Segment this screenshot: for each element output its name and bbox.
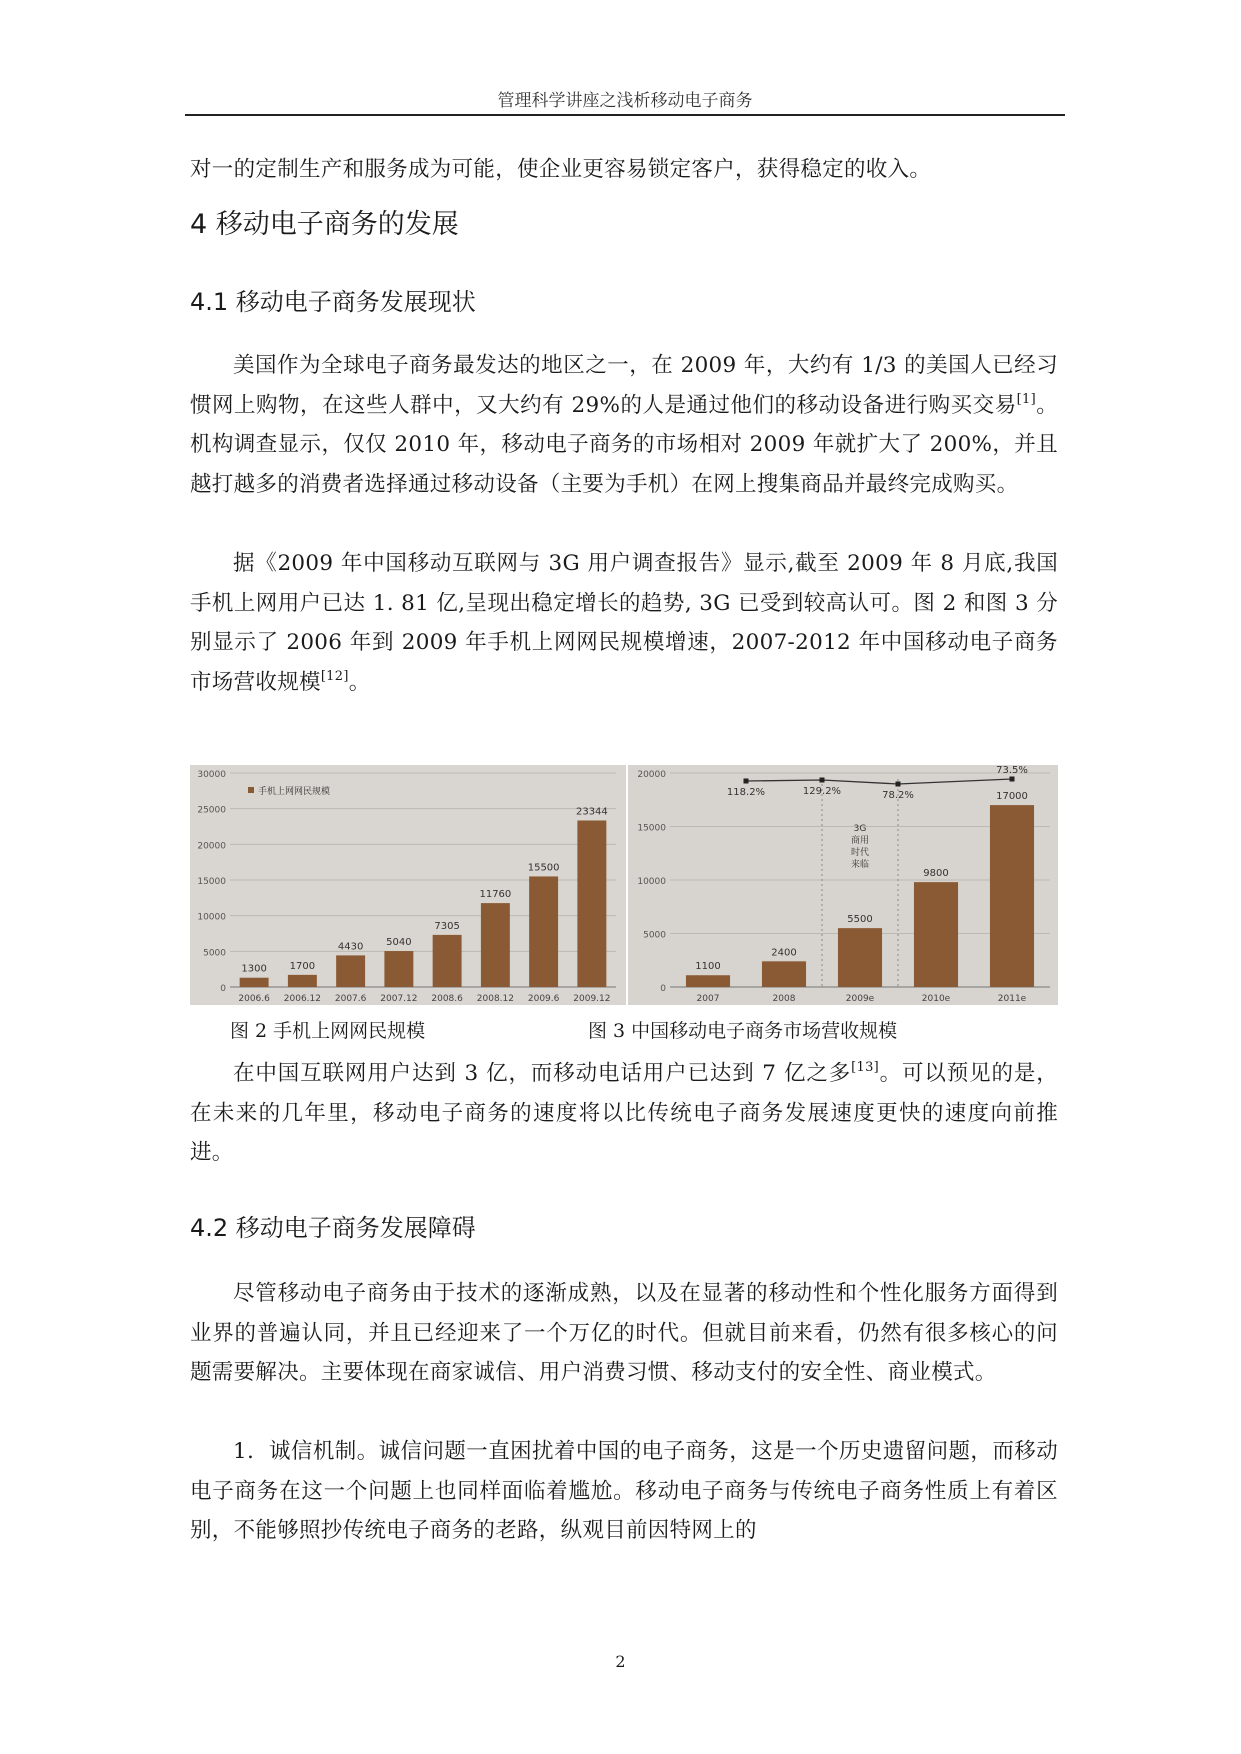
paragraph: 1．诚信机制。诚信问题一直困扰着中国的电子商务，这是一个历史遗留问题，而移动电子商务在这一个问题上也同样面临着尴尬。移动电子商务与传统电子商务性质上有着区别，不能够照抄传统电子商务的老路，纵观目前因特网上的	[190, 1439, 1058, 1543]
x-tick-label: 2010e	[921, 994, 951, 1004]
bar-value-label: 4430	[337, 941, 364, 953]
paragraph-text: 在中国互联网用户达到 3 亿，而移动电话用户已达到 7 亿之多	[233, 1061, 852, 1086]
paragraph	[190, 346, 1058, 504]
paragraph-text: 据《2009 年中国移动互联网与 3G 用户调查报告》显示,截至 2009 年 8 月底,我国手机上网用户已达 1. 81 亿,呈现出稳定增长的趋势, 3G 已受到较高认可。图 2 和图 3 分别显示了 2006 年到 2009 年手机上网网民规模增速，2007-2012 年中国移动电子商务市场营收规模	[190, 551, 1058, 695]
growth-point	[1010, 777, 1015, 782]
legend-label: 手机上网网民规模	[258, 787, 331, 797]
page-header: 管理科学讲座之浅析移动电子商务	[497, 91, 753, 111]
y-tick-label: 20000	[197, 841, 226, 852]
y-tick-label: 5000	[203, 948, 226, 959]
paragraph-text: 。可以预见的是，在未来的几年里，移动电子商务的速度将以比传统电子商务发展速度更快的速度向前推进。	[190, 1061, 1059, 1165]
x-tick-label: 2009.6	[527, 994, 560, 1004]
bar-value-label: 11760	[479, 889, 512, 901]
paragraph	[190, 544, 1058, 702]
figure-2-caption: 图 2 手机上网网民规模	[230, 1020, 426, 1042]
bar-value-label: 5040	[386, 937, 412, 949]
annotation-text: 商用	[850, 836, 870, 846]
paragraph-text: 。机构调查显示，仅仅 2010 年，移动电子商务的市场相对 2009 年就扩大了 200%，并且越打越多的消费者选择通过移动设备（主要为手机）在网上搜集商品并最终完成购买。	[190, 392, 1058, 497]
paragraph: 尽管移动电子商务由于技术的逐渐成熟，以及在显著的移动性和个性化服务方面得到业界的普遍认同，并且已经迎来了一个万亿的时代。但就目前来看，仍然有很多核心的问题需要解决。主要体现在商家诚信、用户消费习惯、移动支付的安全性、商业模式。	[190, 1281, 1058, 1385]
bar	[914, 882, 958, 987]
paragraph: 对一的定制生产和服务成为可能，使企业更容易锁定客户，获得稳定的收入。	[190, 157, 932, 182]
x-tick-label: 2007.12	[380, 994, 418, 1004]
bar	[529, 876, 558, 987]
bar-value-label: 23344	[575, 806, 608, 818]
y-tick-label: 15000	[637, 823, 666, 834]
y-tick-label: 20000	[637, 770, 666, 780]
bar	[762, 961, 806, 987]
y-tick-label: 15000	[197, 877, 226, 887]
annotation-text: 来临	[850, 860, 870, 870]
header-rule	[185, 114, 1065, 116]
figure-row	[190, 765, 1058, 1005]
x-tick-label: 2009e	[845, 994, 875, 1004]
x-tick-label: 2011e	[997, 994, 1027, 1004]
growth-point	[820, 778, 825, 783]
page-number: 2	[615, 1652, 626, 1671]
bar-value-label: 15500	[527, 862, 560, 874]
bar-value-label: 9800	[923, 868, 949, 880]
x-tick-label: 2007	[696, 994, 720, 1004]
bar	[838, 928, 882, 987]
x-tick-label: 2008.6	[431, 994, 463, 1004]
figure-2-svg	[190, 765, 626, 1005]
growth-line	[746, 779, 1012, 784]
bar	[288, 975, 317, 987]
legend-swatch	[248, 787, 254, 793]
bar	[481, 903, 510, 987]
figure-3-chart	[628, 765, 1058, 1005]
bar-value-label: 17000	[996, 791, 1028, 803]
bar	[336, 955, 365, 987]
citation-ref: [1]	[1016, 391, 1036, 407]
section-heading-4-2: 4.2 移动电子商务发展障碍	[190, 1214, 476, 1242]
section-heading-4-1: 4.1 移动电子商务发展现状	[190, 288, 476, 316]
bar-value-label: 7305	[434, 920, 460, 932]
paragraph-text: 。	[348, 669, 371, 695]
y-tick-label: 5000	[643, 930, 666, 941]
section-heading-4: 4 移动电子商务的发展	[190, 209, 459, 240]
paragraph-text: 美国作为全球电子商务最发达的地区之一，在 2009 年，大约有 1/3 的美国人已经习惯网上购物，在这些人群中，又大约有 29%的人是通过他们的移动设备进行购买交易	[190, 353, 1058, 418]
bar	[686, 975, 730, 987]
x-tick-label: 2006.12	[283, 994, 321, 1004]
x-tick-label: 2009.12	[573, 994, 611, 1004]
citation-ref: [12]	[320, 668, 349, 684]
bar	[577, 820, 606, 987]
growth-point	[896, 782, 901, 787]
x-tick-label: 2008	[772, 994, 796, 1004]
x-tick-label: 2008.12	[476, 994, 514, 1004]
bar-value-label: 2400	[771, 947, 797, 959]
x-tick-label: 2006.6	[238, 994, 270, 1004]
y-tick-label: 10000	[197, 912, 226, 923]
y-tick-label: 0	[660, 984, 666, 994]
citation-ref: [13]	[851, 1060, 880, 1075]
growth-label: 78.2%	[882, 790, 914, 801]
figure-3-caption: 图 3 中国移动电子商务市场营收规模	[588, 1020, 898, 1042]
bar-value-label: 1300	[241, 963, 267, 975]
paragraph	[190, 1054, 1058, 1173]
growth-label: 129.2%	[802, 786, 842, 797]
bar	[384, 951, 413, 987]
bar	[240, 978, 269, 987]
y-tick-label: 25000	[197, 805, 226, 816]
growth-point	[744, 779, 749, 784]
annotation-text: 时代	[850, 848, 870, 858]
figure-2-chart	[190, 765, 626, 1005]
bar-value-label: 5500	[847, 914, 873, 926]
growth-label: 73.5%	[996, 765, 1028, 776]
figure-3-svg	[628, 765, 1058, 1005]
growth-label: 118.2%	[726, 787, 766, 798]
bar	[990, 805, 1034, 987]
x-tick-label: 2007.6	[334, 994, 367, 1004]
annotation-text: 3G	[853, 824, 867, 834]
bar	[433, 935, 462, 987]
y-tick-label: 30000	[197, 770, 226, 780]
y-tick-label: 10000	[637, 877, 666, 887]
bar-value-label: 1100	[695, 961, 721, 973]
bar-value-label: 1700	[289, 960, 316, 972]
y-tick-label: 0	[220, 984, 226, 994]
